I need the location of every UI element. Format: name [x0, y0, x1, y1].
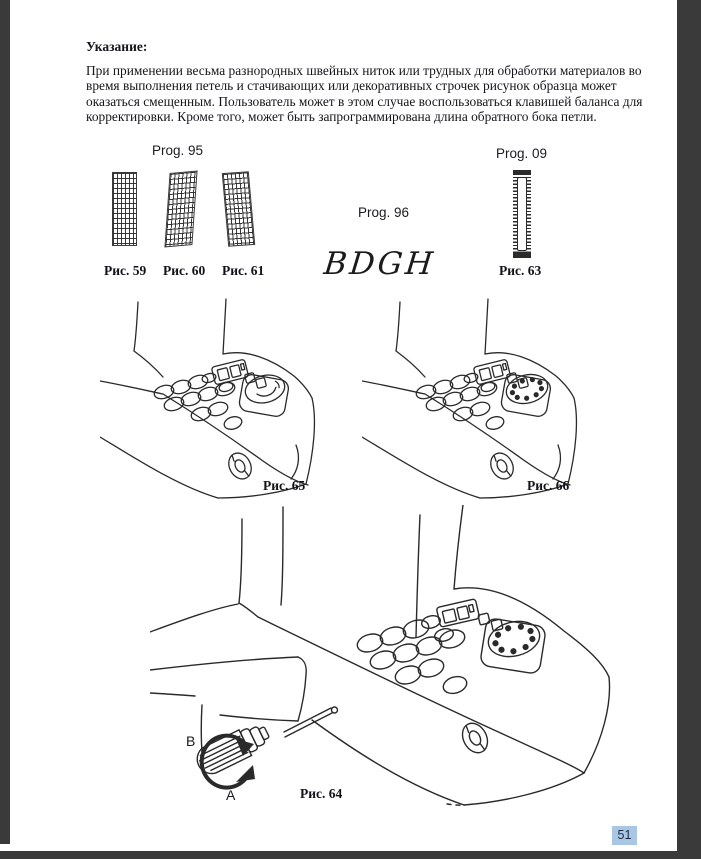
figure-caption-59: Рис. 59: [104, 263, 147, 278]
note-paragraph: [86, 63, 642, 124]
screwdriver-illustration: [192, 707, 337, 778]
figure-caption-61: Рис. 61: [222, 263, 265, 278]
sewing-machine-balance-adjust-illustration: [150, 505, 620, 815]
marker-a: A: [226, 787, 236, 803]
paragraph-line: корректировки. Кроме того, может быть запрограммирована длина обратного бока петли.: [86, 108, 597, 124]
paragraph-line: При применении весьма разнородных швейных ниток или трудных для обработки материалов во: [86, 63, 642, 78]
side-knob: [224, 449, 255, 483]
viewer-edge-right: [677, 0, 701, 851]
marker-b: B: [186, 733, 196, 749]
figure-caption-66: Рис. 66: [527, 478, 570, 493]
figure-64: [150, 505, 620, 815]
figure-caption-65: Рис. 65: [263, 478, 306, 493]
prog09-label: Prog. 09: [496, 146, 548, 161]
buttonhole-sample: [513, 170, 531, 258]
note-heading: Указание:: [86, 39, 148, 54]
stitch-sample-straight: [112, 172, 137, 246]
side-knob: [486, 449, 517, 483]
program-dial-dotted: [485, 617, 543, 662]
figure-caption-60: Рис. 60: [163, 263, 206, 278]
paragraph-line: оказаться смещенным. Пользователь может в этом случае воспользоваться клавишей баланса для: [86, 93, 643, 109]
figure-65: [100, 297, 350, 507]
page-number-badge: 51: [612, 826, 637, 845]
buttonhole-slot: [517, 177, 527, 251]
sewing-machine-illustration-65: [100, 297, 350, 507]
stitch-sample-skewed-left: [164, 171, 197, 248]
figure-caption-64: Рис. 64: [300, 786, 343, 801]
prog96-label: Prog. 96: [358, 205, 410, 220]
side-knob: [458, 719, 493, 757]
viewer-edge-bottom: [0, 851, 701, 859]
sewing-machine-illustration-66: [362, 297, 612, 507]
figure-caption-63: Рис. 63: [499, 263, 542, 278]
figure-66: [362, 297, 647, 507]
stitch-sample-skewed-right: [222, 171, 255, 246]
script-stitch-sample: BDGH: [322, 246, 438, 282]
prog95-label: Prog. 95: [152, 143, 204, 158]
paragraph-line: время выполнения петель и стачивающих или декоративных строчек рисунок образца может: [86, 78, 617, 94]
viewer-edge-left: [0, 0, 10, 844]
